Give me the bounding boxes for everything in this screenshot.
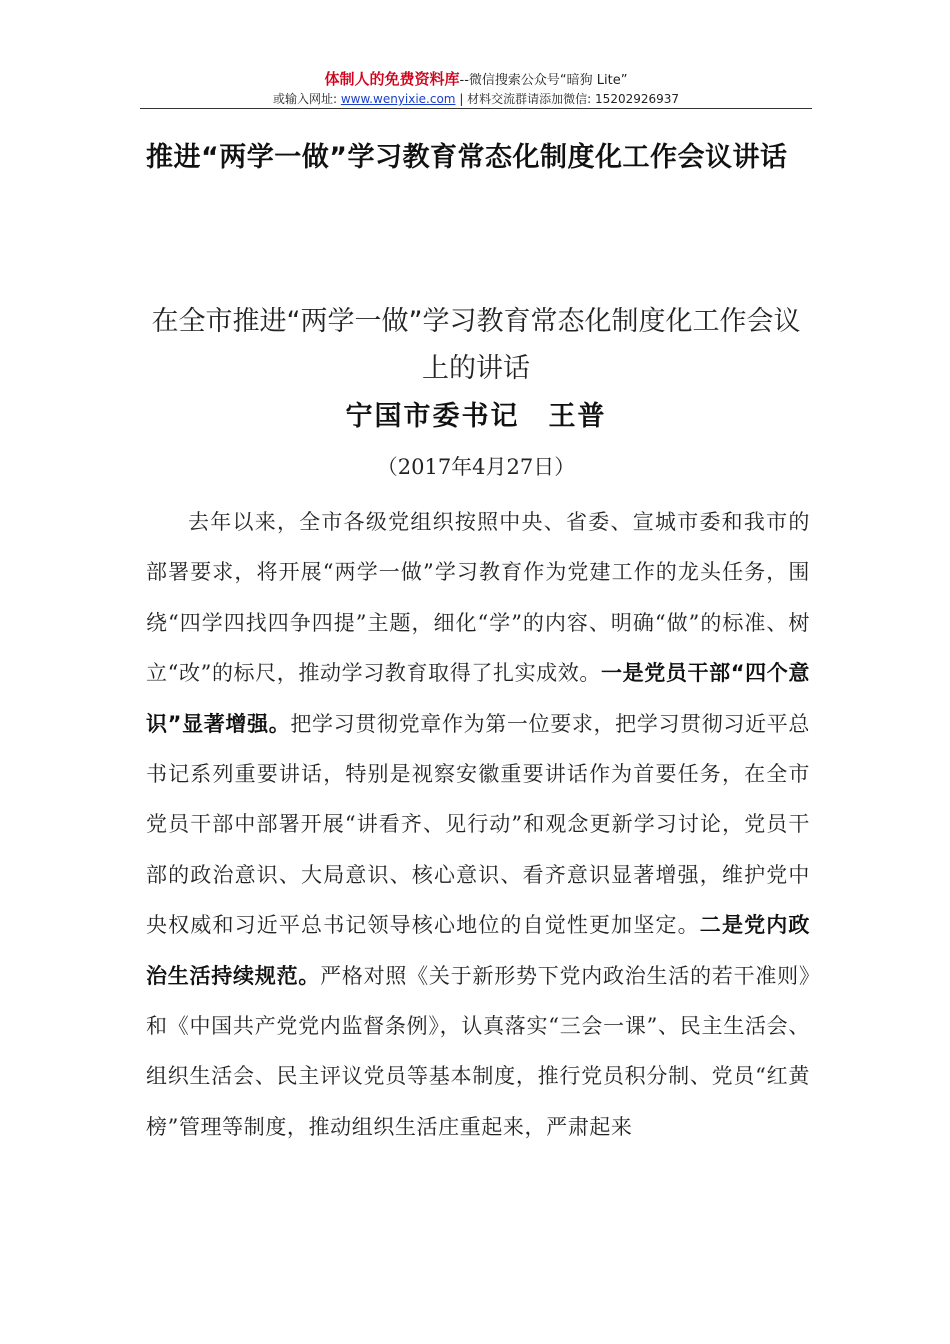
body-heading-2: 二是党内政治生活持续规范。 bbox=[146, 913, 811, 988]
header-line-2 bbox=[140, 90, 812, 108]
speaker-line: 宁国市委书记 王普 bbox=[345, 401, 607, 432]
speech-title: 在全市推进“两学一做”学习教育常态化制度化工作会议上的讲话 bbox=[151, 306, 801, 384]
header-tagline: --微信搜索公众号“暗狗 Lite” bbox=[459, 73, 628, 88]
watermark-header bbox=[140, 70, 812, 108]
body-paragraph bbox=[146, 497, 810, 1152]
header-contact: | 材料交流群请添加微信: 15202926937 bbox=[459, 92, 680, 106]
header-url-link[interactable]: www.wenyixie.com bbox=[340, 92, 456, 106]
document-title: 推进“两学一做”学习教育常态化制度化工作会议讲话 bbox=[146, 142, 788, 173]
header-url-prefix: 或输入网址: bbox=[272, 92, 338, 106]
body-text-point-1: 把学习贯彻党章作为第一位要求，把学习贯彻习近平总书记系列重要讲话，特别是视察安徽重要讲话作为首要任务，在全市党员干部中部署开展“讲看齐、见行动”和观念更新学习讨论，党员干部的政治意识、大局意识、核心意识、看齐意识显著增强，维护党中央权威和习近平总书记领导核心地位的自觉性更加坚定。 bbox=[146, 711, 810, 938]
body-text-intro: 去年以来，全市各级党组织按照中央、省委、宣城市委和我市的部署要求，将开展“两学一做”学习教育作为党建工作的龙头任务，围绕“四学四找四争四提”主题，细化“学”的内容、明确“做”的标准、树立“改”的标尺，推动学习教育取得了扎实成效。 bbox=[146, 510, 810, 686]
header-brand: 体制人的免费资料库 bbox=[324, 70, 460, 88]
body-text-point-2: 严格对照《关于新形势下党内政治生活的若干准则》和《中国共产党党内监督条例》，认真落实“三会一课”、民主生活会、组织生活会、民主评议党员等基本制度，推行党员积分制、党员“红黄榜”管理等制度，推动组织生活庄重起来，严肃起来 bbox=[146, 963, 810, 1139]
body-heading-1: 一是党员干部“四个意识”显著增强。 bbox=[146, 661, 810, 736]
speech-date: （2017年4月27日） bbox=[376, 455, 576, 479]
header-line-1 bbox=[140, 70, 812, 90]
header-divider bbox=[140, 108, 812, 109]
